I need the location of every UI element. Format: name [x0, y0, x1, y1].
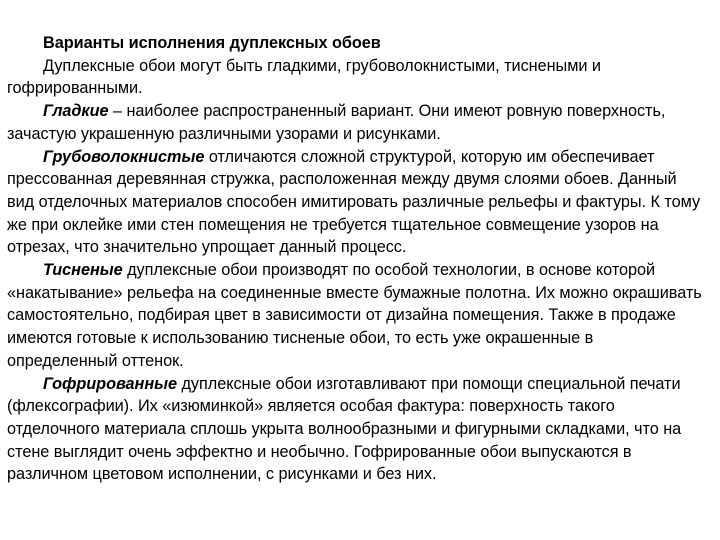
section-text: – наиболее распространенный вариант. Они имеют ровную поверхность, зачастую украшенную различными узорами и рисунками. [7, 102, 666, 143]
section-text: дуплексные обои производят по особой технологии, в основе которой «накатывание» рельефа на соединенные вместе бумажные полотна. Их можно окрашивать самостоятельно, подбирая цвет в зависимости от дизайна помещения. Также в продаже имеются готовые к использованию тисненые обои, то есть уже окрашенные в определенный оттенок. [7, 261, 702, 370]
section-embossed [7, 259, 708, 373]
section-term: Гофрированные [43, 374, 177, 393]
section-corrugated [7, 373, 708, 487]
section-text: дуплексные обои изготавливают при помощи специальной печати (флексографии). Их «изюминкой» является особая фактура: поверхность такого отделочного материала сплошь укрыта волнообразными и фигурными складками, что на стене выглядит очень эффектно и необычно. Гофрированные обои выпускаются в различном цветовом исполнении, с рисунками и без них. [7, 374, 682, 484]
section-text: отличаются сложной структурой, которую им обеспечивает прессованная деревянная стружка, расположенная между двумя слоями обоев. Данный вид отделочных материалов способен имитировать различные рельефы и фактуры. К тому же при оклейке ими стен помещения не требуется тщательное совмещение узоров на отрезах, что значительно упрощает данный процесс. [7, 147, 701, 257]
section-smooth [7, 100, 708, 145]
section-term: Грубоволокнистые [43, 147, 205, 166]
section-term: Гладкие [43, 102, 109, 121]
intro-paragraph: Дуплексные обои могут быть гладкими, грубоволокнистыми, тиснеными и гофрированными. [7, 56, 601, 98]
section-coarse-fiber [7, 146, 708, 260]
section-term: Тисненые [43, 261, 123, 280]
document-title: Варианты исполнения дуплексных обоев [43, 34, 381, 52]
